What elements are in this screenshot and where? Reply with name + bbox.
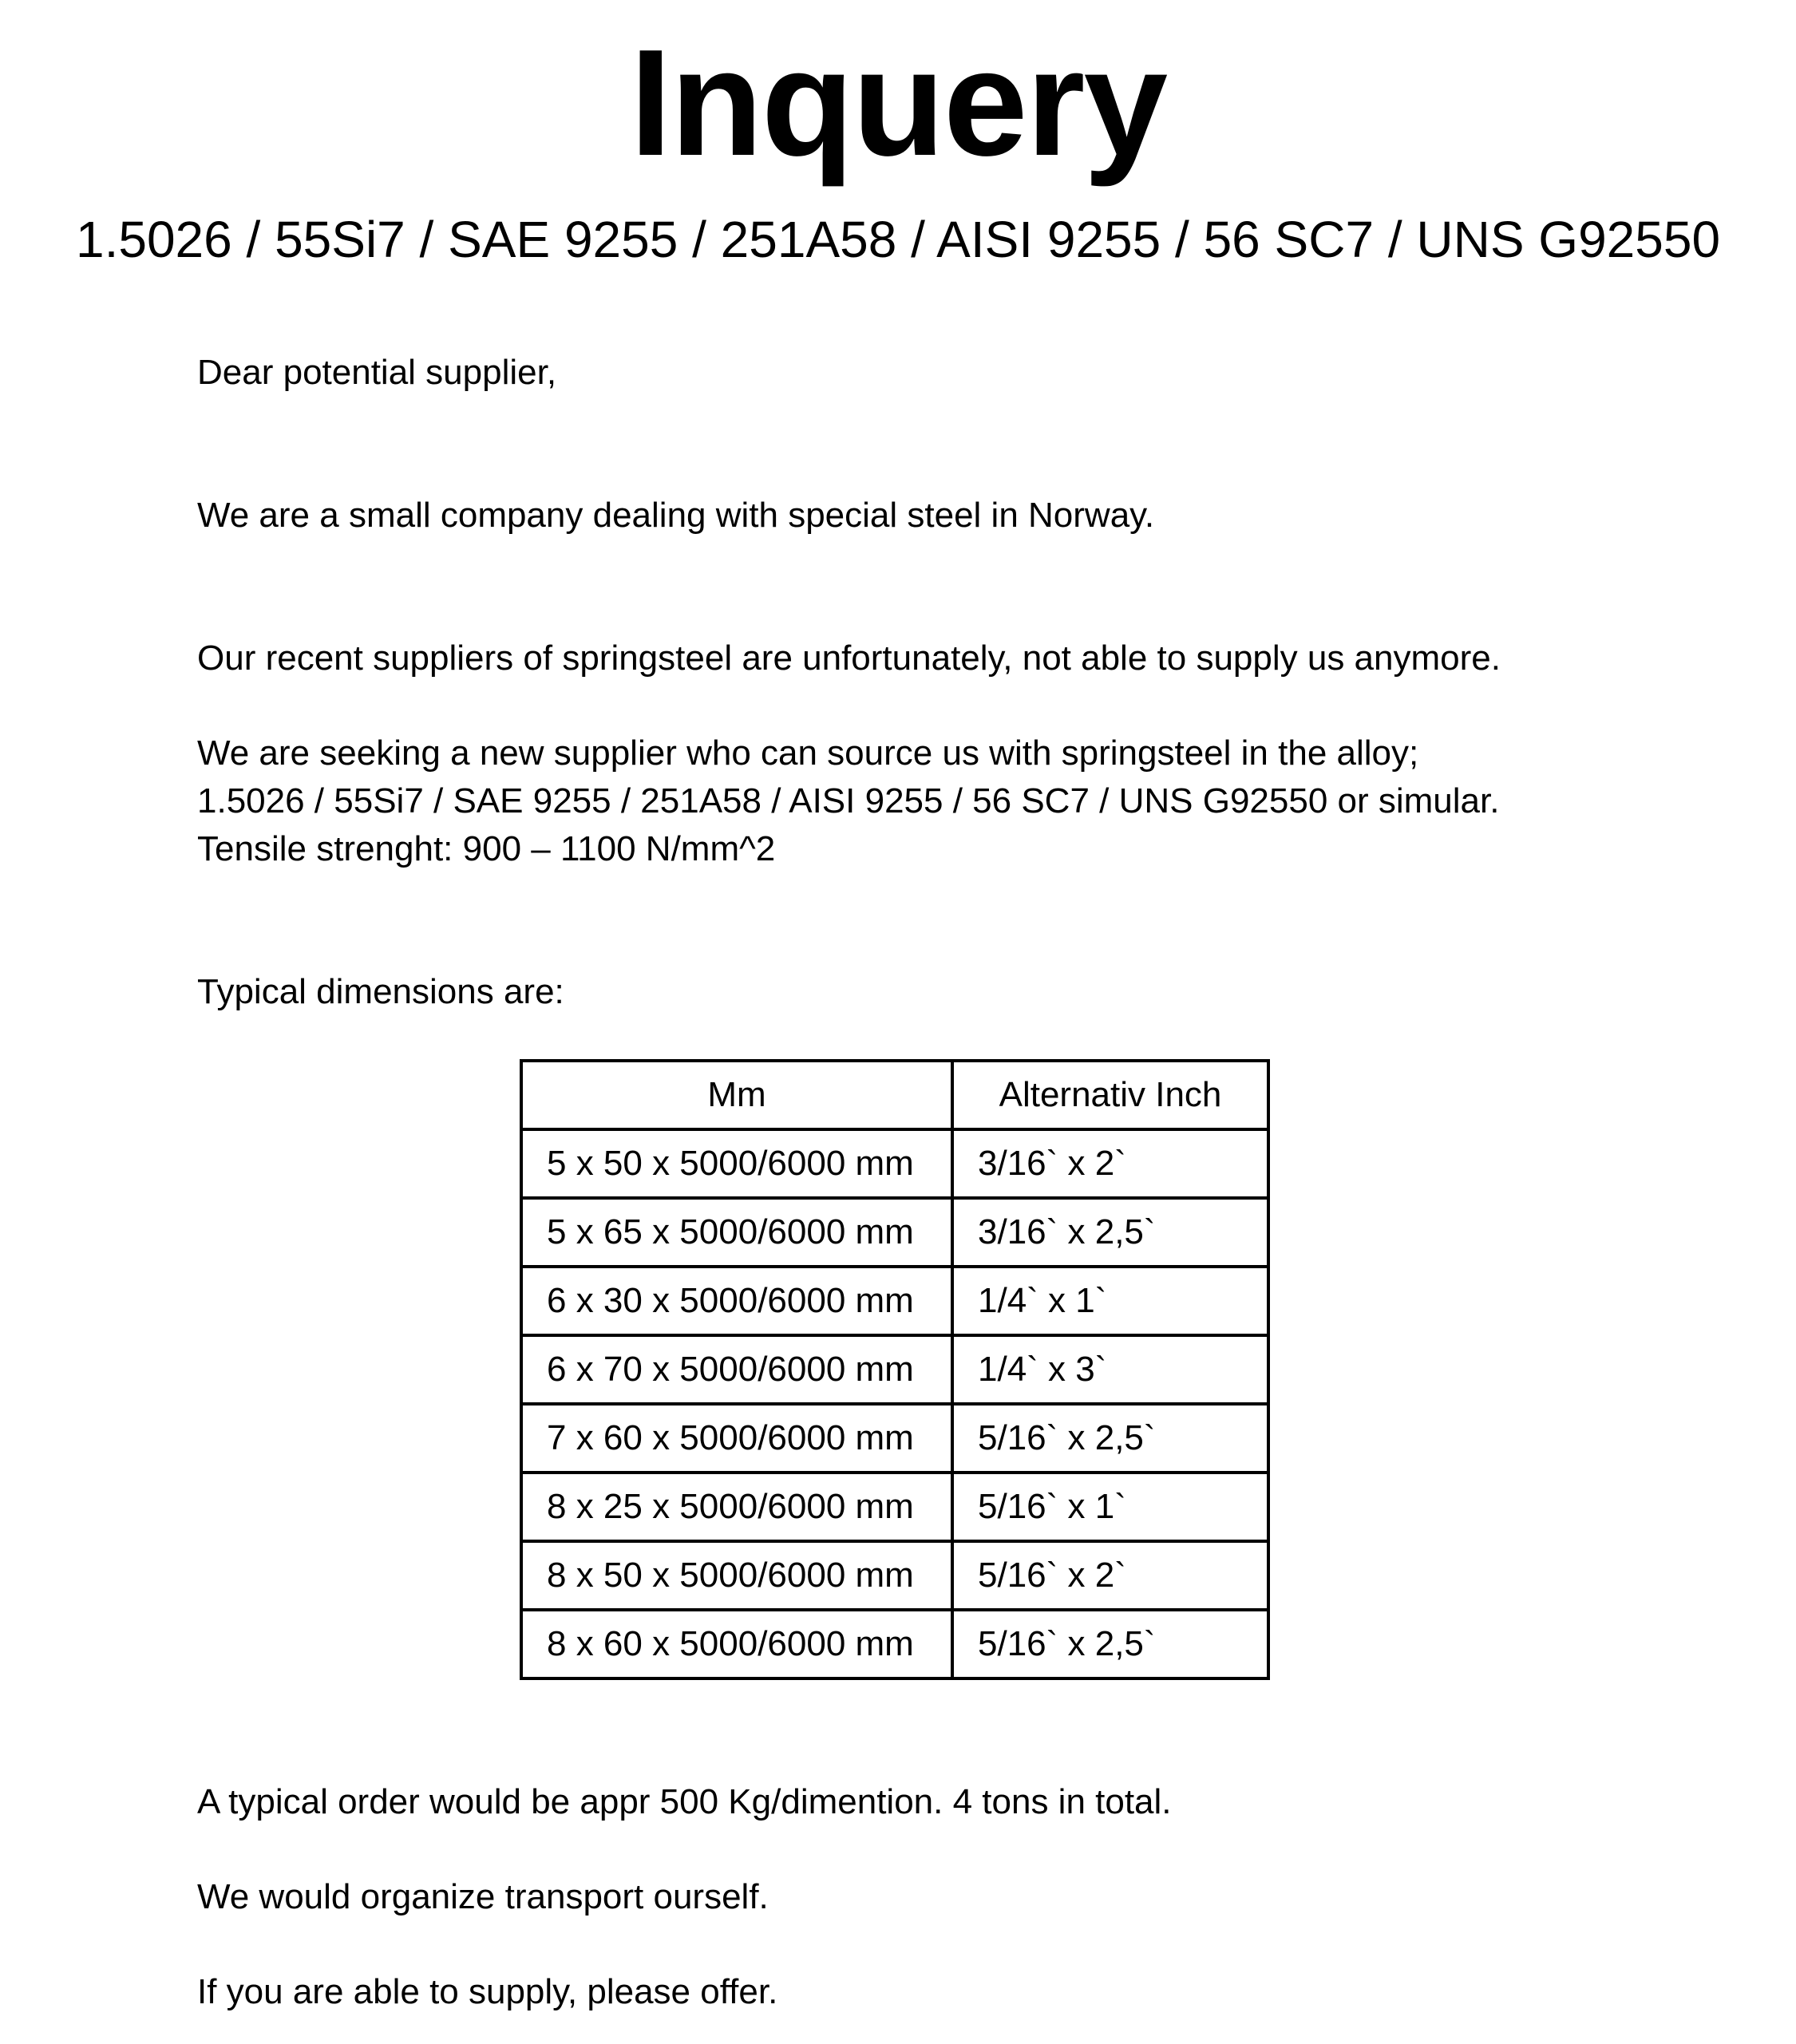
table-row — [521, 1404, 1268, 1473]
seeking-paragraph — [197, 729, 1499, 873]
cell-inch: 3/16` x 2` — [952, 1129, 1268, 1198]
table-row — [521, 1473, 1268, 1541]
table-header-row — [521, 1061, 1268, 1129]
dimensions-table — [520, 1059, 1270, 1680]
intro-paragraph: We are a small company dealing with special steel in Norway. — [197, 496, 1155, 535]
tensile-strength: Tensile strenght: 900 – 1100 N/mm^2 — [197, 829, 776, 868]
cell-inch: 5/16` x 1` — [952, 1473, 1268, 1541]
seeking-line-2: 1.5026 / 55Si7 / SAE 9255 / 251A58 / AISI 9255 / 56 SC7 / UNS G92550 or simular. — [197, 781, 1500, 820]
cell-mm: 8 x 25 x 5000/6000 mm — [521, 1473, 952, 1541]
dimensions-intro: Typical dimensions are: — [197, 972, 564, 1011]
greeting: Dear potential supplier, — [197, 353, 557, 392]
cell-inch: 5/16` x 2` — [952, 1541, 1268, 1610]
document-title: Inquery — [629, 18, 1167, 188]
seeking-line-1: We are seeking a new supplier who can source us with springsteel in the alloy; — [197, 733, 1419, 773]
table-row — [521, 1541, 1268, 1610]
cell-mm: 8 x 50 x 5000/6000 mm — [521, 1541, 952, 1610]
column-header-inch: Alternativ Inch — [952, 1061, 1268, 1129]
cell-inch: 3/16` x 2,5` — [952, 1198, 1268, 1267]
cell-inch: 5/16` x 2,5` — [952, 1404, 1268, 1473]
cell-mm: 6 x 30 x 5000/6000 mm — [521, 1267, 952, 1335]
cell-mm: 7 x 60 x 5000/6000 mm — [521, 1404, 952, 1473]
table-row — [521, 1335, 1268, 1404]
cell-mm: 8 x 60 x 5000/6000 mm — [521, 1610, 952, 1678]
cell-mm: 5 x 50 x 5000/6000 mm — [521, 1129, 952, 1198]
cell-inch: 5/16` x 2,5` — [952, 1610, 1268, 1678]
table-row — [521, 1198, 1268, 1267]
table-row — [521, 1267, 1268, 1335]
order-paragraph: A typical order would be appr 500 Kg/dimention. 4 tons in total. — [197, 1782, 1172, 1821]
table-row — [521, 1129, 1268, 1198]
column-header-mm: Mm — [521, 1061, 952, 1129]
cell-inch: 1/4` x 3` — [952, 1335, 1268, 1404]
cell-mm: 5 x 65 x 5000/6000 mm — [521, 1198, 952, 1267]
alloy-designations: 1.5026 / 55Si7 / SAE 9255 / 251A58 / AISI 9255 / 56 SC7 / UNS G92550 — [75, 211, 1721, 268]
recent-suppliers-paragraph: Our recent suppliers of springsteel are unfortunately, not able to supply us anymore. — [197, 639, 1501, 678]
cell-inch: 1/4` x 1` — [952, 1267, 1268, 1335]
table-row — [521, 1610, 1268, 1678]
transport-paragraph: We would organize transport ourself. — [197, 1877, 769, 1916]
cell-mm: 6 x 70 x 5000/6000 mm — [521, 1335, 952, 1404]
offer-paragraph: If you are able to supply, please offer. — [197, 1972, 778, 2011]
